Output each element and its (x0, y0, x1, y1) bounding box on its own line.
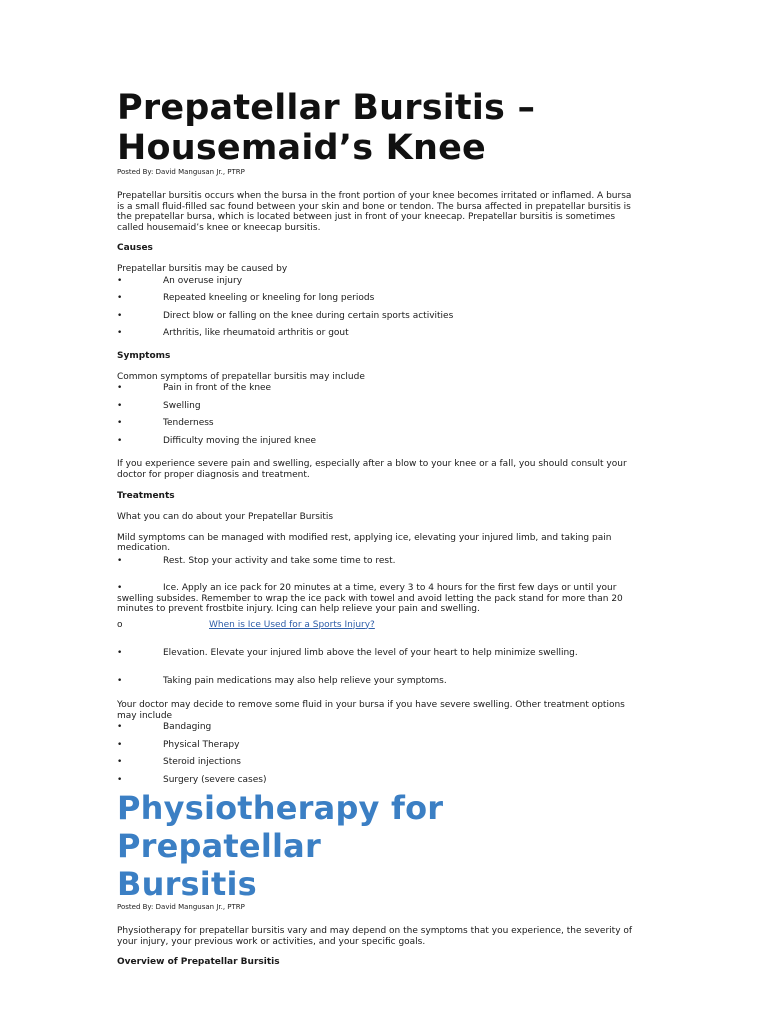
bullet-icon: • (117, 583, 123, 593)
bullet-icon: • (117, 275, 123, 286)
title-line-2: Housemaid’s Knee (117, 128, 486, 168)
list-item: • Physical Therapy (117, 739, 240, 750)
causes-list (117, 276, 637, 339)
list-item: • Surgery (severe cases) (117, 774, 267, 785)
document-page (117, 88, 637, 968)
bullet-icon: • (117, 383, 123, 393)
list-item-link (117, 620, 637, 631)
posted-by: Posted By: David Mangusan Jr., PTRP (117, 903, 245, 911)
causes-heading: Causes (117, 243, 153, 253)
options-list (117, 722, 637, 785)
intro-paragraph: Prepatellar bursitis occurs when the bursa in the front portion of your knee becomes irritated or inflamed. A bursa is a small fluid-filled sac found between your skin and bone or tendon. The bursa affected in prepatellar bursitis is the prepatellar bursa, which is located between just in front of your kneecap. Prepatellar bursitis is sometimes called housemaid’s knee or kneecap bursitis. (117, 191, 632, 233)
circle-bullet-icon: o (117, 619, 123, 630)
bullet-icon: • (117, 757, 123, 767)
treatments-lead: What you can do about your Prepatellar Bursitis (117, 512, 334, 522)
bullet-icon: • (117, 722, 123, 732)
symptoms-lead: Common symptoms of prepatellar bursitis may include (117, 371, 365, 382)
causes-lead: Prepatellar bursitis may be caused by (117, 264, 288, 274)
list-item: • Swelling (117, 400, 201, 411)
list-item: • Arthritis, like rheumatoid arthritis or gout (117, 328, 349, 338)
list-item: • Elevation. Elevate your injured limb above the level of your heart to help minimize swelling. (117, 648, 578, 658)
list-item: • Tenderness (117, 418, 214, 428)
list-item: • Repeated kneeling or kneeling for long periods (117, 293, 375, 303)
treatments-mild: Mild symptoms can be managed with modified rest, applying ice, elevating your injured limb, and taking pain medication. (117, 532, 612, 553)
list-item: • Ice. Apply an ice pack for 20 minutes at a time, every 3 to 4 hours for the first few days or until your swelling subsides. Remember to wrap the ice pack with towel and avoid letting the pack stand for more than 20 minutes to prevent frostbite injury. Icing can help relieve your pain and swelling. (117, 583, 623, 614)
bullet-icon: • (117, 293, 123, 303)
bullet-icon: • (117, 675, 123, 686)
list-item: • Pain in front of the knee (117, 383, 272, 393)
title-line-1: Physiotherapy for Prepatellar (117, 789, 444, 865)
article2-intro: Physiotherapy for prepatellar bursitis vary and may depend on the symptoms that you experience, the severity of your injury, your previous work or activities, and your specific goals. (117, 926, 633, 947)
posted-by: Posted By: David Mangusan Jr., PTRP (117, 168, 245, 176)
list-item: • An overuse injury (117, 275, 243, 286)
bullet-icon: • (117, 648, 123, 658)
ice-sports-injury-link[interactable]: When is Ice Used for a Sports Injury? (209, 619, 375, 630)
bullet-icon: • (117, 739, 123, 750)
list-item: • Taking pain medications may also help relieve your symptoms. (117, 675, 447, 686)
bullet-icon: • (117, 555, 123, 566)
bullet-icon: • (117, 418, 123, 428)
symptoms-note: If you experience severe pain and swelling, especially after a blow to your knee or a fall, you should consult your doctor for proper diagnosis and treatment. (117, 459, 627, 480)
overview-heading: Overview of Prepatellar Bursitis (117, 957, 280, 967)
treatments-heading: Treatments (117, 491, 175, 501)
list-item: • Bandaging (117, 722, 212, 732)
bullet-icon: • (117, 774, 123, 785)
symptoms-list (117, 383, 637, 446)
other-options: Your doctor may decide to remove some fluid in your bursa if you have severe swelling. Other treatment options may include (117, 700, 625, 721)
list-item: • Difficulty moving the injured knee (117, 435, 317, 446)
article2-title (117, 789, 637, 903)
list-item: • Steroid injections (117, 757, 241, 767)
symptoms-heading: Symptoms (117, 350, 171, 361)
title-line-1: Prepatellar Bursitis – (117, 88, 536, 128)
bullet-icon: • (117, 435, 123, 446)
bullet-icon: • (117, 310, 123, 321)
title-line-2: Bursitis (117, 865, 257, 903)
list-item: • Direct blow or falling on the knee during certain sports activities (117, 310, 454, 321)
treatments-list (117, 556, 637, 687)
bullet-icon: • (117, 400, 123, 411)
bullet-icon: • (117, 328, 123, 338)
list-item: • Rest. Stop your activity and take some time to rest. (117, 555, 396, 566)
article-title (117, 88, 637, 168)
